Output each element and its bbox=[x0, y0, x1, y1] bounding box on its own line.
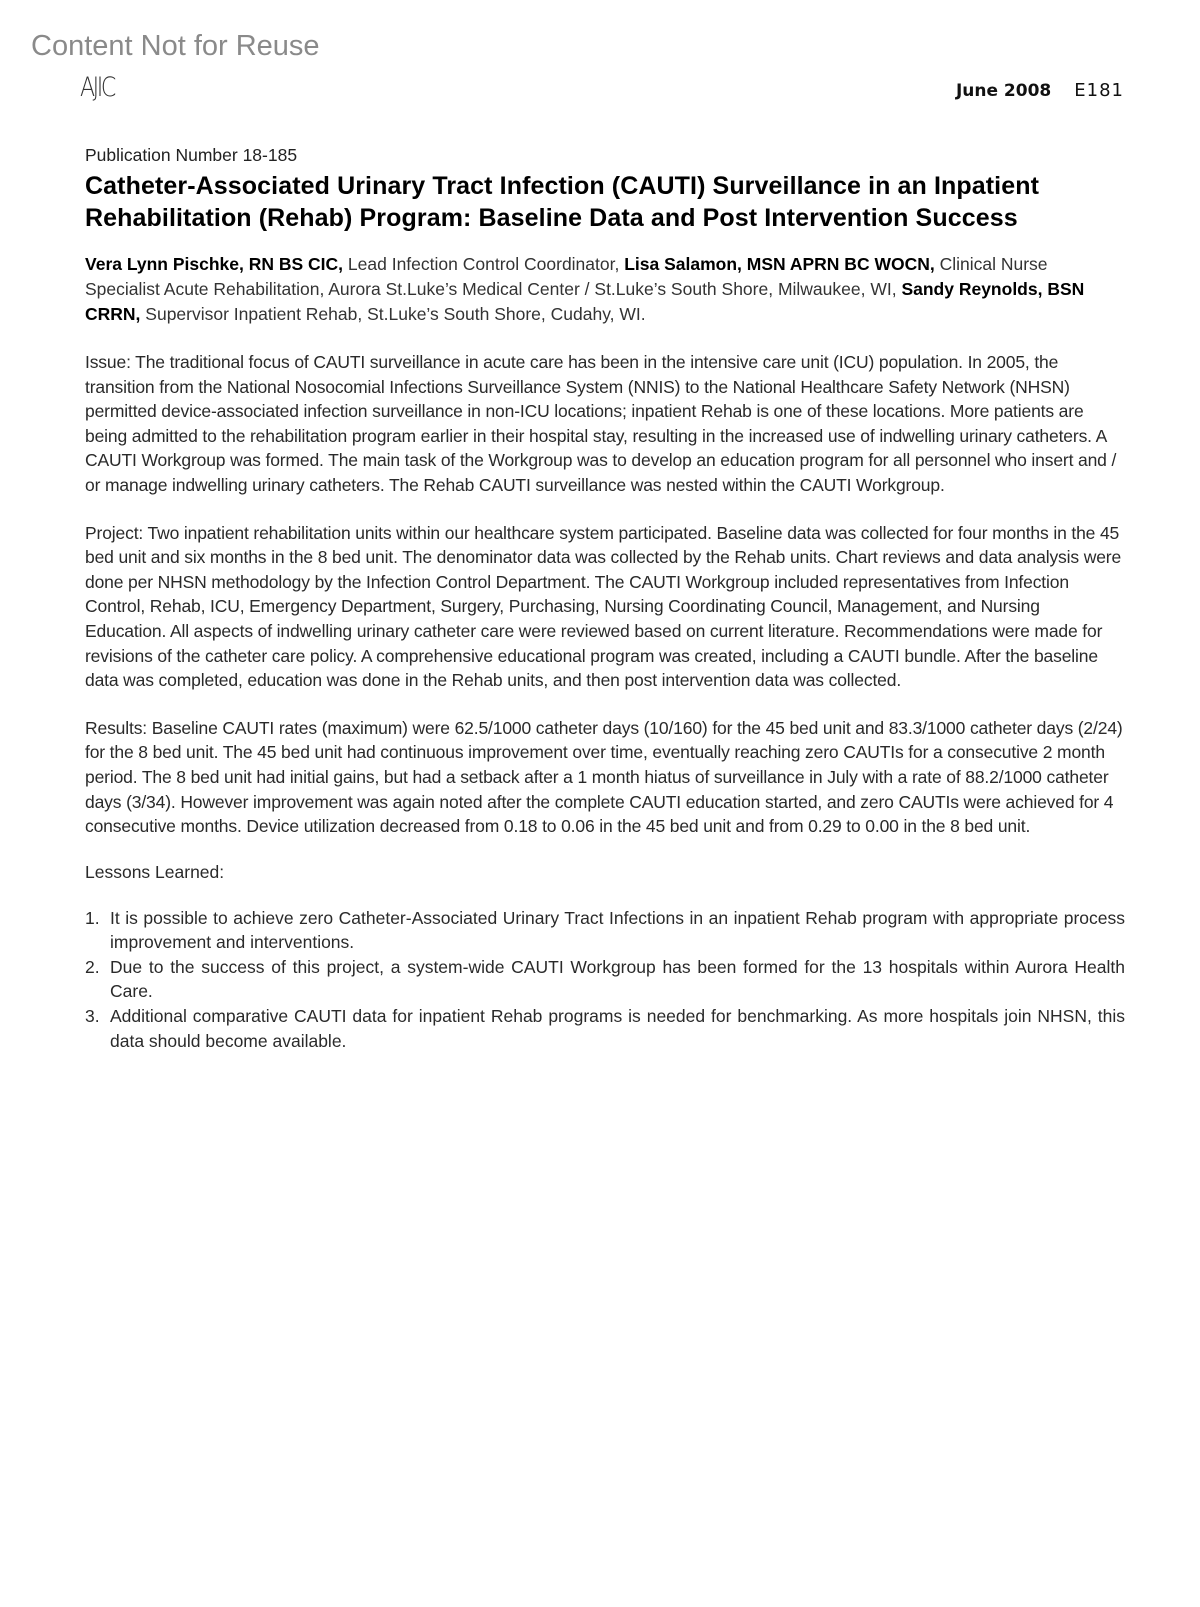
lessons-list bbox=[85, 906, 1125, 1054]
running-head bbox=[956, 80, 1124, 101]
author-affiliation: Clinical Nurse Specialist Acute Rehabilitation, Aurora St.Luke’s Medical Center / St.Luke’s South Shore, Milwaukee, WI, bbox=[85, 254, 1048, 299]
author-affiliation: Lead Infection Control Coordinator, bbox=[343, 254, 625, 274]
results-paragraph: Results: Baseline CAUTI rates (maximum) were 62.5/1000 catheter days (10/160) for the 45 bed unit and 83.3/1000 catheter days (2/24) for the 8 bed unit. The 45 bed unit had continuous improvement over time, eventually reaching zero CAUTIs for a consecutive 2 month period. The 8 bed unit had initial gains, but had a setback after a 1 month hiatus of surveillance in July with a rate of 88.2/1000 catheter days (3/34). However improvement was again noted after the complete CAUTI education started, and zero CAUTIs were achieved for 4 consecutive months. Device utilization decreased from 0.18 to 0.06 in the 45 bed unit and from 0.29 to 0.00 in the 8 bed unit. bbox=[85, 717, 1123, 837]
lesson-number: 1. bbox=[85, 907, 100, 928]
lesson-item bbox=[85, 955, 1125, 1004]
page-number: E181 bbox=[1074, 80, 1124, 101]
lesson-item bbox=[85, 1004, 1125, 1053]
article-title: Catheter-Associated Urinary Tract Infection (CAUTI) Surveillance in an Inpatient Rehabilitation (Rehab) Program: Baseline Data and Post Intervention Success bbox=[85, 172, 1040, 232]
author-affiliation: Supervisor Inpatient Rehab, St.Luke’s South Shore, Cudahy, WI. bbox=[140, 304, 646, 324]
project-paragraph: Project: Two inpatient rehabilitation units within our healthcare system participated. Baseline data was collected for four months in the 45 bed unit and six months in the 8 bed unit. The denominator data was collected by the Rehab units. Chart reviews and data analysis were done per NHSN methodology by the Infection Control Department. The CAUTI Workgroup included representatives from Infection Control, Rehab, ICU, Emergency Department, Surgery, Purchasing, Nursing Coordinating Council, Management, and Nursing Education. All aspects of indwelling urinary catheter care were reviewed based on current literature. Recommendations were made for revisions of the catheter care policy. A comprehensive educational program was created, including a CAUTI bundle. After the baseline data was completed, education was done in the Rehab units, and then post intervention data was collected. bbox=[85, 522, 1122, 691]
lesson-text: Due to the success of this project, a system-wide CAUTI Workgroup has been formed for the 13 hospitals within Aurora Health Care. bbox=[110, 956, 1125, 1002]
author-list bbox=[85, 252, 1125, 327]
lessons-heading: Lessons Learned: bbox=[85, 861, 225, 882]
journal-logo: AJIC bbox=[80, 72, 114, 103]
abstract-content bbox=[85, 145, 1125, 1053]
author-name: Lisa Salamon, MSN APRN BC WOCN, bbox=[624, 254, 935, 274]
lesson-item bbox=[85, 906, 1125, 955]
issue-date: June 2008 bbox=[955, 81, 1052, 101]
lesson-text: Additional comparative CAUTI data for inpatient Rehab programs is needed for benchmarking. As more hospitals join NHSN, this data should become available. bbox=[110, 1006, 1125, 1051]
issue-paragraph: Issue: The traditional focus of CAUTI surveillance in acute care has been in the intensive care unit (ICU) population. In 2005, the transition from the National Nosocomial Infections Surveillance System (NNIS) to the National Healthcare Safety Network (NHSN) permitted device-associated infection surveillance in non-ICU locations; inpatient Rehab is one of these locations. More patients are being admitted to the rehabilitation program earlier in their hospital stay, resulting in the increased use of indwelling urinary catheters. A CAUTI Workgroup was formed. The main task of the Workgroup was to develop an education program for all personnel who insert and / or manage indwelling urinary catheters. The Rehab CAUTI surveillance was nested within the CAUTI Workgroup. bbox=[85, 352, 1117, 495]
watermark-text: Content Not for Reuse bbox=[31, 30, 320, 62]
author-name: Vera Lynn Pischke, RN BS CIC, bbox=[85, 254, 344, 274]
publication-number: Publication Number 18-185 bbox=[85, 145, 298, 165]
lesson-text: It is possible to achieve zero Catheter-Associated Urinary Tract Infections in an inpatient Rehab program with appropriate process improvement and interventions. bbox=[110, 907, 1125, 953]
lesson-number: 3. bbox=[85, 1006, 100, 1027]
lesson-number: 2. bbox=[85, 956, 100, 977]
author-name: Sandy Reynolds, BSN CRRN, bbox=[85, 279, 1085, 324]
